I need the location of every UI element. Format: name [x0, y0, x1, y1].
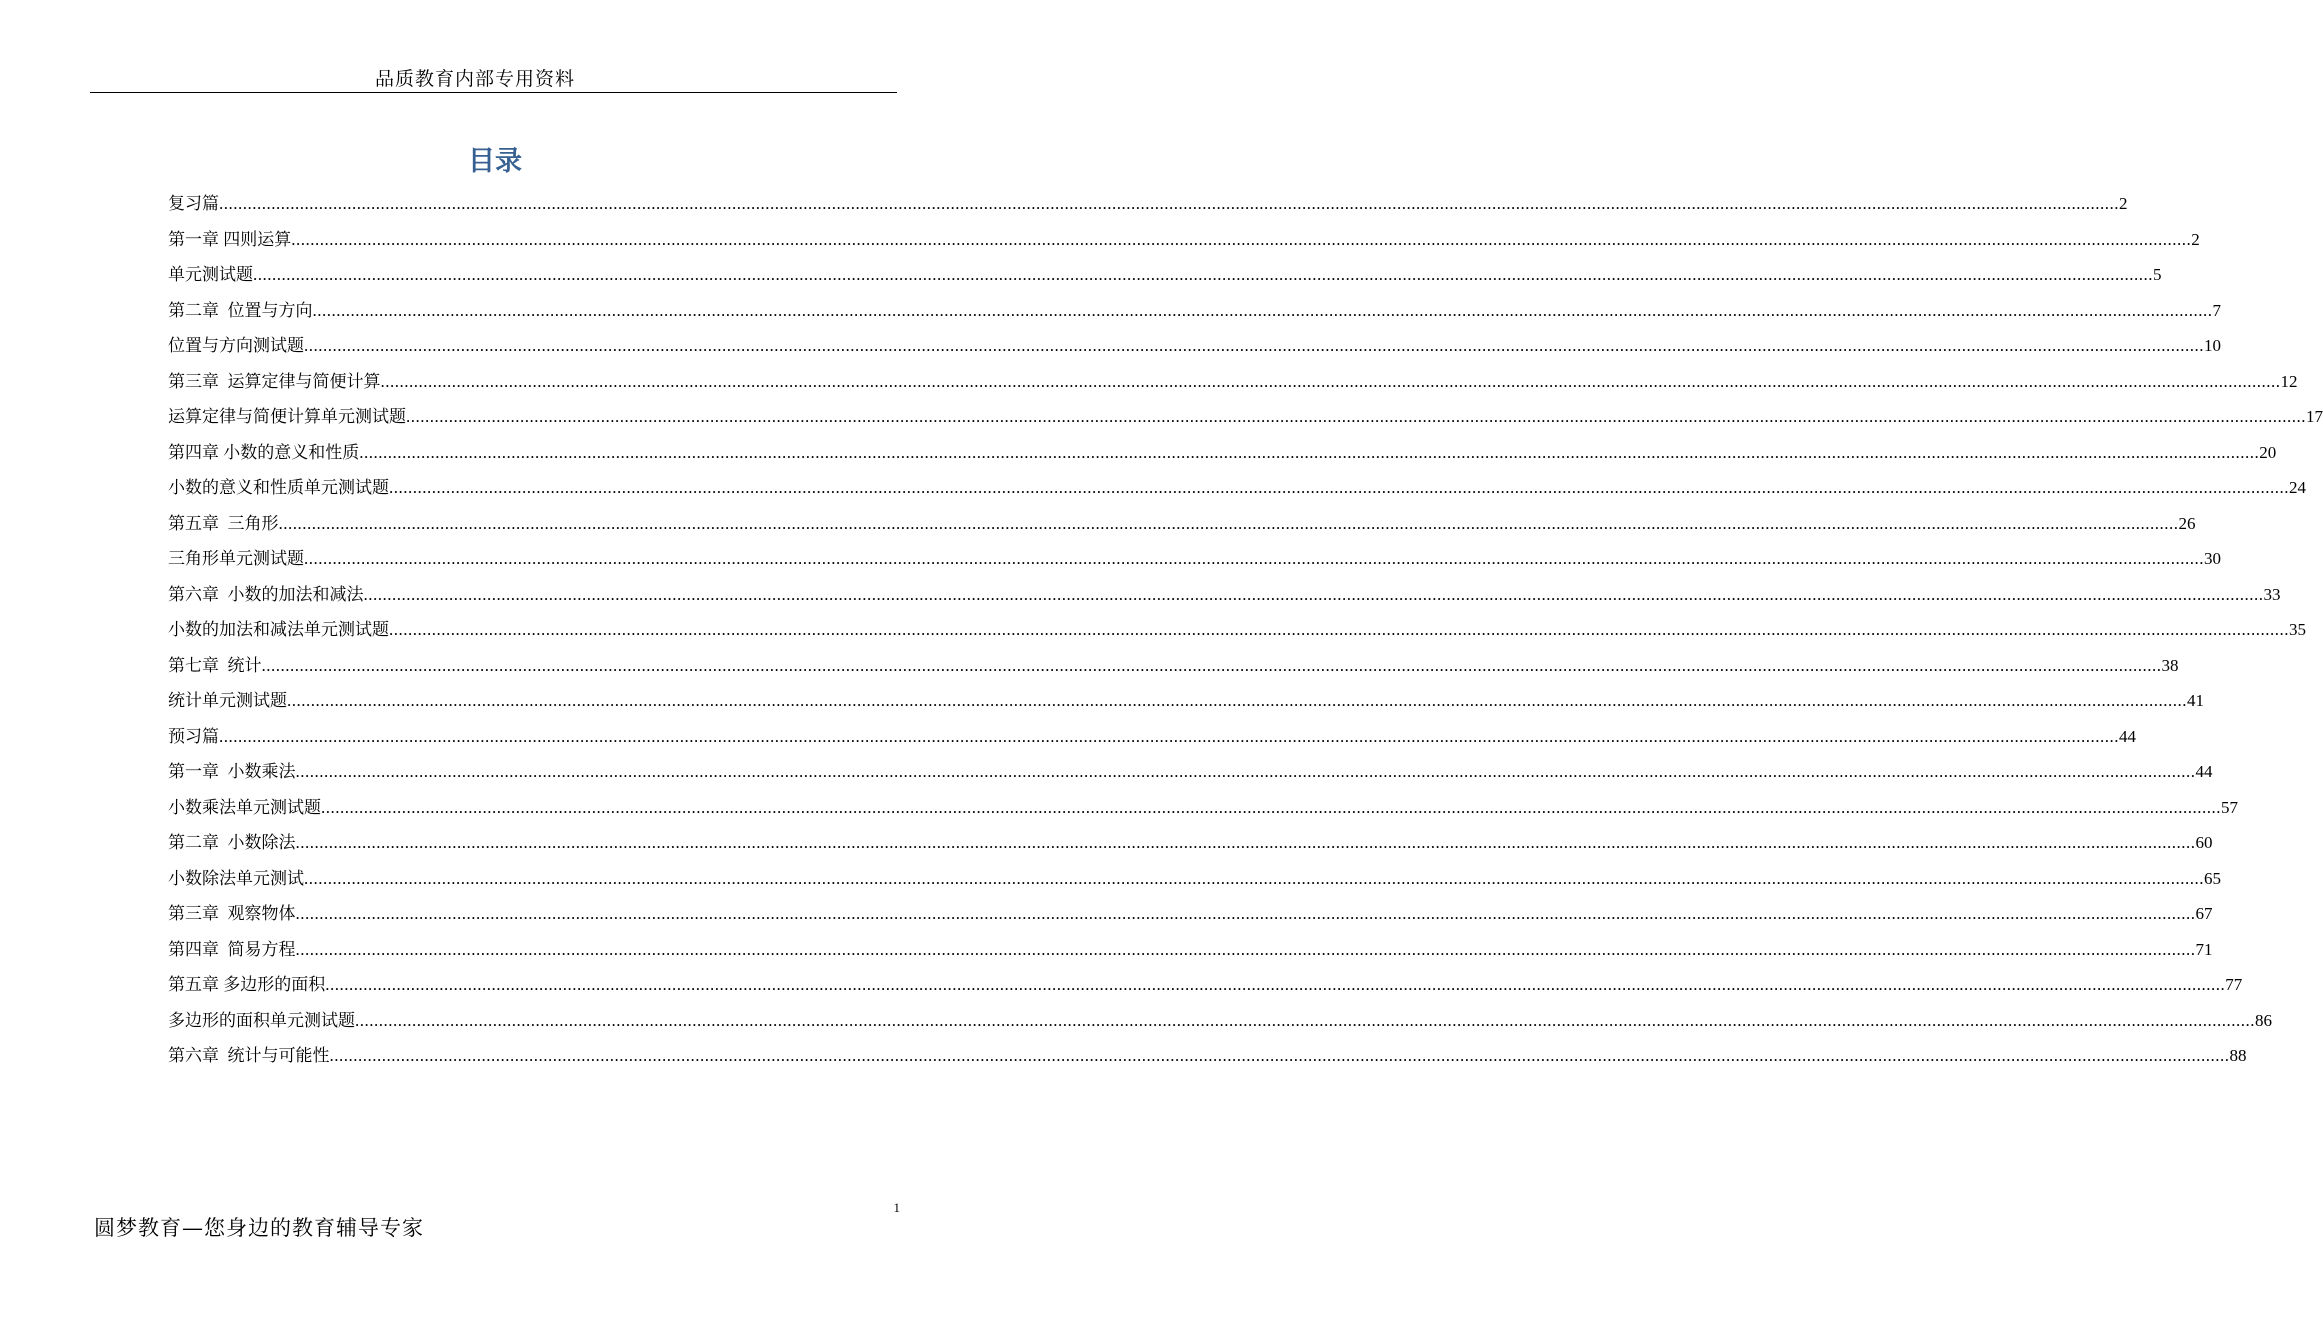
toc-entry-label: 运算定律与简便计算单元测试题 — [168, 407, 406, 426]
toc-entry[interactable] — [168, 328, 2221, 364]
toc-entry-page: 33 — [2263, 584, 2281, 604]
toc-entry[interactable] — [168, 612, 2306, 648]
toc-entry-page: 20 — [2259, 442, 2277, 462]
toc-entry-label: 第一章 四则运算 — [168, 229, 292, 249]
toc-dot-leader: ................................................................................................................................................................................................................................................................................................................................................................................................................ — [329, 1046, 2230, 1065]
toc-entry-label: 第六章 统计与可能性 — [168, 1046, 330, 1065]
toc-entry-page: 17 — [2306, 407, 2323, 426]
toc-entry-page: 88 — [2229, 1046, 2247, 1065]
toc-dot-leader: ................................................................................................................................................................................................................................................................................................................................................................................................................ — [291, 229, 2192, 249]
toc-dot-leader: ................................................................................................................................................................................................................................................................................................................................................................................................................ — [325, 975, 2226, 994]
toc-entry-page: 10 — [2204, 336, 2221, 355]
toc-dot-leader: ................................................................................................................................................................................................................................................................................................................................................................................................................ — [359, 442, 2260, 462]
toc-entry[interactable] — [168, 1003, 2272, 1039]
toc-dot-leader: ................................................................................................................................................................................................................................................................................................................................................................................................................ — [261, 655, 2162, 675]
toc-entry[interactable] — [168, 967, 2243, 1003]
page-header: 品质教育内部专用资料 — [374, 68, 575, 90]
toc-entry-page: 7 — [2212, 300, 2221, 320]
page-number: 1 — [893, 1200, 900, 1215]
toc-dot-leader: ................................................................................................................................................................................................................................................................................................................................................................................................................ — [295, 904, 2196, 923]
toc-dot-leader: ................................................................................................................................................................................................................................................................................................................................................................................................................ — [304, 336, 2204, 355]
toc-entry-page: 12 — [2280, 371, 2298, 391]
toc-entry[interactable] — [168, 257, 2162, 293]
toc-entry-label: 多边形的面积单元测试题 — [168, 1010, 355, 1030]
toc-entry-page: 44 — [2195, 762, 2213, 781]
toc-entry-label: 预习篇 — [168, 726, 219, 746]
toc-entry-label: 第六章 小数的加法和减法 — [168, 584, 364, 604]
toc-dot-leader: ................................................................................................................................................................................................................................................................................................................................................................................................................ — [363, 584, 2264, 604]
toc-entry[interactable] — [168, 435, 2277, 471]
toc-entry-label: 小数的意义和性质单元测试题 — [168, 478, 389, 497]
toc-entry-label: 三角形单元测试题 — [168, 549, 304, 568]
toc-dot-leader: ................................................................................................................................................................................................................................................................................................................................................................................................................ — [219, 194, 2119, 213]
toc-dot-leader: ................................................................................................................................................................................................................................................................................................................................................................................................................ — [304, 868, 2204, 888]
toc-entry-page: 5 — [2153, 265, 2162, 284]
toc-entry[interactable] — [168, 790, 2238, 826]
toc-entry[interactable] — [168, 825, 2213, 861]
toc-entry-label: 第一章 小数乘法 — [168, 762, 296, 781]
toc-entry-page: 41 — [2187, 691, 2204, 710]
toc-entry-label: 第四章 小数的意义和性质 — [168, 442, 360, 462]
toc-entry-page: 26 — [2178, 513, 2196, 533]
toc-entry-label: 第三章 观察物体 — [168, 904, 296, 923]
toc-entry-page: 71 — [2195, 939, 2213, 959]
toc-dot-leader: ................................................................................................................................................................................................................................................................................................................................................................................................................ — [321, 797, 2221, 817]
toc-entry[interactable] — [168, 932, 2213, 968]
toc-entry-page: 44 — [2119, 726, 2136, 746]
toc-title: 目录 — [468, 146, 522, 177]
toc-entry-label: 第五章 多边形的面积 — [168, 975, 326, 994]
toc-dot-leader: ................................................................................................................................................................................................................................................................................................................................................................................................................ — [389, 478, 2289, 497]
toc-dot-leader: ................................................................................................................................................................................................................................................................................................................................................................................................................ — [389, 620, 2289, 639]
toc-dot-leader: ................................................................................................................................................................................................................................................................................................................................................................................................................ — [295, 833, 2196, 852]
toc-dot-leader: ................................................................................................................................................................................................................................................................................................................................................................................................................ — [295, 939, 2196, 959]
toc-entry-label: 小数的加法和减法单元测试题 — [168, 620, 389, 639]
toc-dot-leader: ................................................................................................................................................................................................................................................................................................................................................................................................................ — [304, 549, 2204, 568]
toc-entry-label: 第五章 三角形 — [168, 513, 279, 533]
toc-entry-page: 2 — [2191, 229, 2200, 249]
toc-entry-label: 复习篇 — [168, 194, 219, 213]
toc-entry-label: 第二章 位置与方向 — [168, 300, 313, 320]
toc-entry-page: 35 — [2289, 620, 2306, 639]
toc-entry-page: 60 — [2195, 833, 2213, 852]
toc-entry[interactable] — [168, 470, 2306, 506]
toc-entry[interactable] — [168, 1038, 2247, 1074]
toc-entry-label: 第三章 运算定律与简便计算 — [168, 371, 381, 391]
toc-entry-label: 小数除法单元测试 — [168, 868, 304, 888]
toc-entry-label: 第二章 小数除法 — [168, 833, 296, 852]
toc-entry[interactable] — [168, 222, 2200, 258]
toc-entry[interactable] — [168, 683, 2204, 719]
table-of-contents — [168, 186, 2323, 1074]
toc-entry-label: 统计单元测试题 — [168, 691, 287, 710]
toc-entry-page: 2 — [2119, 194, 2128, 213]
toc-entry-label: 小数乘法单元测试题 — [168, 797, 321, 817]
toc-dot-leader: ................................................................................................................................................................................................................................................................................................................................................................................................................ — [312, 300, 2213, 320]
toc-entry[interactable] — [168, 896, 2213, 932]
toc-dot-leader: ................................................................................................................................................................................................................................................................................................................................................................................................................ — [380, 371, 2281, 391]
toc-entry[interactable] — [168, 648, 2179, 684]
toc-dot-leader: ................................................................................................................................................................................................................................................................................................................................................................................................................ — [219, 726, 2119, 746]
toc-entry[interactable] — [168, 364, 2298, 400]
toc-entry[interactable] — [168, 754, 2213, 790]
toc-dot-leader: ................................................................................................................................................................................................................................................................................................................................................................................................................ — [287, 691, 2187, 710]
toc-entry-label: 第七章 统计 — [168, 655, 262, 675]
toc-entry-page: 65 — [2204, 868, 2221, 888]
toc-entry[interactable] — [168, 293, 2221, 329]
toc-entry[interactable] — [168, 399, 2323, 435]
toc-entry-page: 38 — [2161, 655, 2179, 675]
toc-entry[interactable] — [168, 186, 2128, 222]
toc-entry[interactable] — [168, 506, 2196, 542]
page-footer: 圆梦教育—您身边的教育辅导专家 — [94, 1216, 424, 1240]
toc-dot-leader: ................................................................................................................................................................................................................................................................................................................................................................................................................ — [406, 407, 2306, 426]
toc-entry-page: 86 — [2255, 1010, 2272, 1030]
toc-entry-label: 单元测试题 — [168, 265, 253, 284]
toc-entry[interactable] — [168, 577, 2281, 613]
toc-dot-leader: ................................................................................................................................................................................................................................................................................................................................................................................................................ — [295, 762, 2196, 781]
toc-entry-label: 位置与方向测试题 — [168, 336, 304, 355]
toc-entry-page: 30 — [2204, 549, 2221, 568]
toc-entry[interactable] — [168, 861, 2221, 897]
toc-entry-page: 77 — [2225, 975, 2243, 994]
toc-dot-leader: ................................................................................................................................................................................................................................................................................................................................................................................................................ — [355, 1010, 2255, 1030]
toc-dot-leader: ................................................................................................................................................................................................................................................................................................................................................................................................................ — [278, 513, 2179, 533]
toc-entry-page: 24 — [2289, 478, 2306, 497]
toc-dot-leader: ................................................................................................................................................................................................................................................................................................................................................................................................................ — [253, 265, 2153, 284]
toc-entry-page: 67 — [2195, 904, 2213, 923]
toc-entry-label: 第四章 简易方程 — [168, 939, 296, 959]
toc-entry[interactable] — [168, 541, 2221, 577]
toc-entry-page: 57 — [2221, 797, 2238, 817]
toc-entry[interactable] — [168, 719, 2136, 755]
header-divider — [90, 92, 897, 93]
